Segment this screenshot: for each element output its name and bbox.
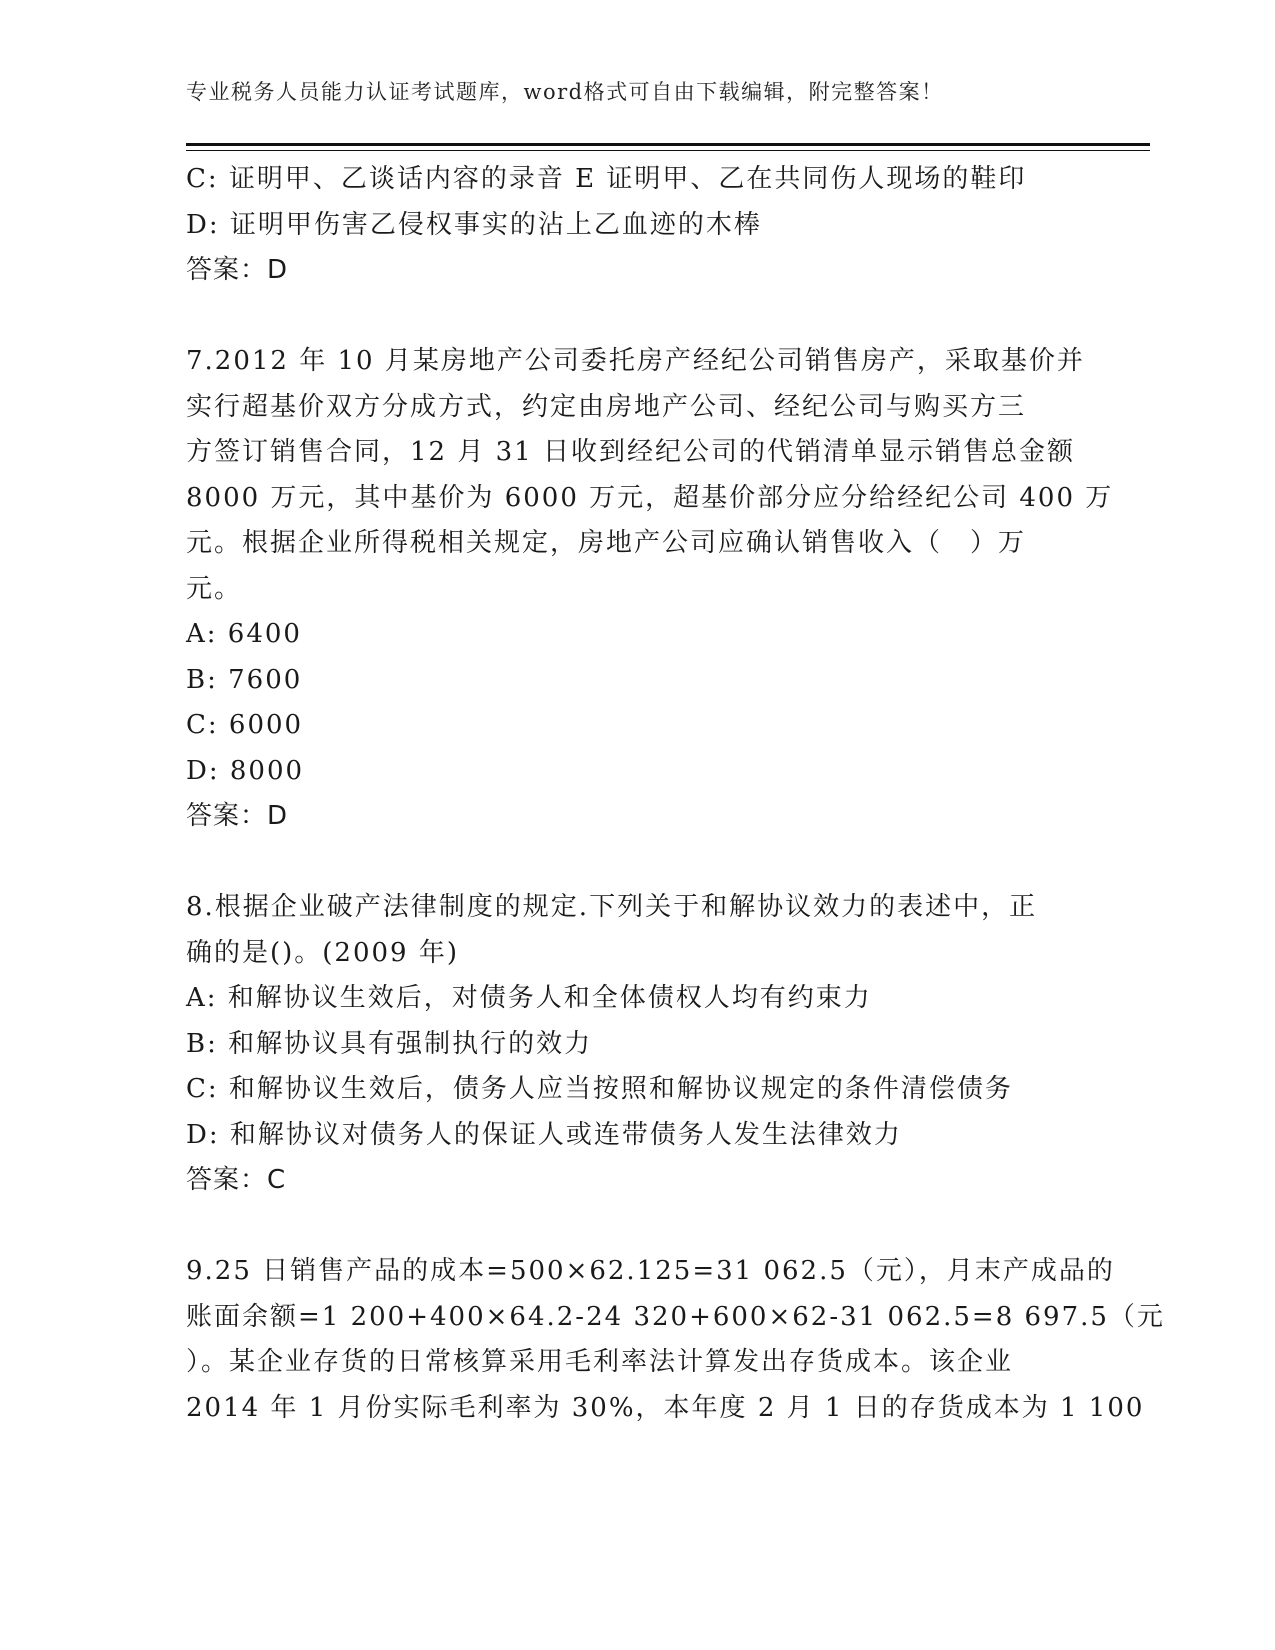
- question-text-line: 方签订销售合同，12 月 31 日收到经纪公司的代销清单显示销售总金额: [186, 437, 1075, 467]
- spacer: [186, 1204, 1086, 1250]
- question-text-line: ）。某企业存货的日常核算采用毛利率法计算发出存货成本。该企业: [186, 1347, 1014, 1377]
- header-rule-thin: [186, 150, 1150, 151]
- question-text-line: 实行超基价双方分成方式，约定由房地产公司、经纪公司与购买方三: [186, 391, 1027, 422]
- question-7: [186, 339, 1114, 840]
- option-c: C: 6000: [186, 710, 304, 740]
- option-d: D: 8000: [186, 755, 305, 786]
- question-text-line: 元。根据企业所得税相关规定，房地产公司应确认销售收入（ ）万: [186, 528, 1027, 558]
- question-text-line: 确的是()。(2009 年): [186, 937, 460, 968]
- question-text-line: 2014 年 1 月份实际毛利率为 30%，本年度 2 月 1 日的存货成本为 1 100: [186, 1392, 1145, 1423]
- option-d: D: 和解协议对债务人的保证人或连带债务人发生法律效力: [186, 1119, 902, 1150]
- page-header: 专业税务人员能力认证考试题库，word格式可自由下载编辑，附完整答案！: [186, 80, 944, 104]
- spacer: [186, 840, 1086, 886]
- option-a: A: 6400: [186, 619, 302, 649]
- question-text-line: 账面余额=1 200+400×64.2-24 320+600×62-31 062.5=8 697.5（元: [186, 1301, 1165, 1332]
- document-body: [186, 157, 1165, 1431]
- question-text-line: 8000 万元，其中基价为 6000 万元，超基价部分应分给经纪公司 400 万: [186, 482, 1114, 513]
- option-c: C: 和解协议生效后，债务人应当按照和解协议规定的条件清偿债务: [186, 1074, 1013, 1104]
- option-a: A: 和解协议生效后，对债务人和全体债权人均有约束力: [186, 983, 872, 1013]
- question-text-line: 元。: [186, 573, 243, 604]
- header-rule-thick: [186, 143, 1150, 146]
- option-d: D: 证明甲伤害乙侵权事实的沾上乙血迹的木棒: [186, 209, 762, 240]
- question-text-line: 9.25 日销售产品的成本=500×62.125=31 062.5（元），月末产成品的: [186, 1256, 1115, 1286]
- option-b: B: 7600: [186, 664, 303, 695]
- question-text-line: 8.根据企业破产法律制度的规定.下列关于和解协议效力的表述中，正: [186, 892, 1038, 922]
- question-text-line: 7.2012 年 10 月某房地产公司委托房产经纪公司销售房产，采取基价并: [186, 346, 1085, 376]
- spacer: [186, 294, 1086, 340]
- answer: 答案：C: [186, 1165, 287, 1195]
- question-8: [186, 885, 1086, 1204]
- answer: 答案：D: [186, 801, 289, 831]
- option-c: C: 证明甲、乙谈话内容的录音 E 证明甲、乙在共同伤人现场的鞋印: [186, 164, 1027, 194]
- answer: 答案：D: [186, 255, 289, 285]
- option-b: B: 和解协议具有强制执行的效力: [186, 1028, 593, 1059]
- question-9: [186, 1249, 1165, 1431]
